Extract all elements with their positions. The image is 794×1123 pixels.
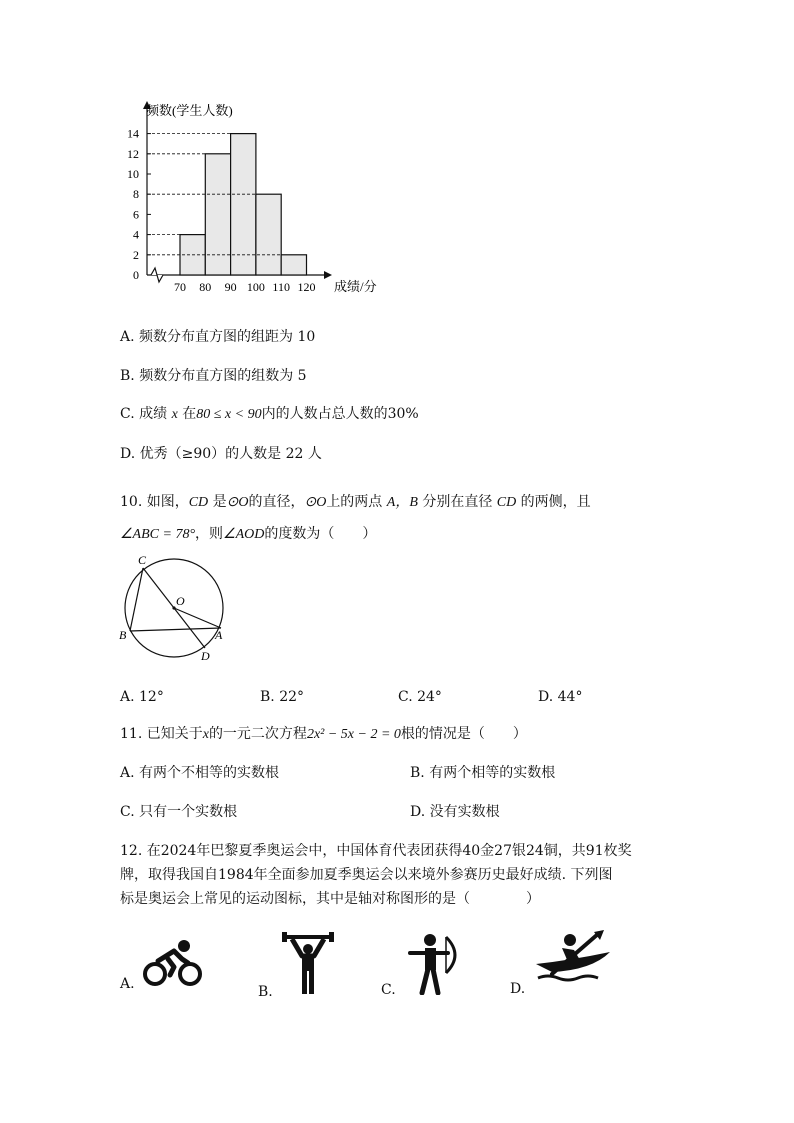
q10-circle-o-2: ⊙O xyxy=(304,495,327,510)
q12-stem-line2: 牌，取得我国自1984年全面参加夏季奥运会以来境外参赛历史最好成绩. 下列图 xyxy=(120,867,613,883)
x-axis-arrow xyxy=(324,271,332,279)
q11-option-b: B. 有两个相等的实数根 xyxy=(410,765,556,781)
q12-option-d-label: D. xyxy=(510,981,526,997)
q10-angle-abc: ∠ABC = 78° xyxy=(120,527,196,542)
q10-text-b: 是 xyxy=(208,494,227,510)
q11-post: 根的情况是（ ） xyxy=(400,726,527,742)
label-b: B xyxy=(119,628,127,642)
q11-mid: 的一元二次方程 xyxy=(208,726,307,742)
y-tick-label: 8 xyxy=(133,187,139,202)
q10-text-rest: ，则 xyxy=(195,526,224,542)
q11-option-a: A. 有两个不相等的实数根 xyxy=(120,765,280,781)
q12-stem-line1: 12. 在2024年巴黎夏季奥运会中，中国体育代表团获得40金27银24铜，共91枚奖 xyxy=(120,843,632,859)
q11-prefix: 11. 已知关于 xyxy=(120,726,203,742)
histogram-bar xyxy=(256,194,281,275)
q12-stem-line3: 标是奥运会上常见的运动图标，其中是轴对称图形的是（ ） xyxy=(120,891,540,907)
chart-ylabel: 频数(学生人数) xyxy=(146,103,233,118)
q9-c-var: x xyxy=(171,407,178,422)
chart-xlabel: 成绩/分 xyxy=(334,279,377,294)
q12-option-b-label: B. xyxy=(258,984,273,1000)
q10-text-d: 上的两点 xyxy=(326,494,387,510)
circle-diagram xyxy=(112,550,237,668)
y-tick-label: 12 xyxy=(127,146,139,161)
weightlifting-icon xyxy=(280,932,336,996)
q11-var: x xyxy=(202,727,209,742)
q10-text-c: 的直径， xyxy=(248,494,305,510)
q10-cd-2: CD xyxy=(496,495,517,510)
histogram-chart xyxy=(110,95,400,300)
q10-stem-line2 xyxy=(120,525,376,544)
q12-option-a-label: A. xyxy=(120,976,135,992)
q11-option-d: D. 没有实数根 xyxy=(410,804,500,820)
q9-option-d: D. 优秀（≥90）的人数是 22 人 xyxy=(120,446,322,462)
x-tick-label: 90 xyxy=(224,280,237,294)
y-tick-label: 14 xyxy=(127,126,139,141)
x-tick-label: 110 xyxy=(272,280,290,294)
x-tick-label: 80 xyxy=(199,280,212,294)
label-d: D xyxy=(201,649,210,663)
x-tick-label: 100 xyxy=(246,280,265,294)
label-c: C xyxy=(138,553,147,567)
q9-c-mid: 在 xyxy=(177,406,197,422)
y-tick-label: 4 xyxy=(133,227,139,242)
q9-option-c xyxy=(120,405,419,424)
q11-equation: 2x² − 5x − 2 = 0 xyxy=(306,727,401,742)
histogram-bar xyxy=(205,154,230,275)
y-tick-label: 0 xyxy=(133,268,139,282)
label-o: O xyxy=(176,594,185,608)
q10-option-c: C. 24° xyxy=(398,689,442,705)
y-tick-label: 6 xyxy=(133,207,139,222)
q10-stem-line1 xyxy=(120,493,591,512)
x-tick-label: 120 xyxy=(297,280,316,294)
q9-option-b: B. 频数分布直方图的组数为 5 xyxy=(120,368,307,384)
canoe-icon xyxy=(532,930,612,990)
q11-option-c: C. 只有一个实数根 xyxy=(120,804,238,820)
q10-option-b: B. 22° xyxy=(260,689,305,705)
q12-option-c-label: C. xyxy=(381,982,396,998)
q10-option-a: A. 12° xyxy=(120,689,164,705)
q10-text-e: 分别在直径 xyxy=(417,494,497,510)
q10-cd: CD xyxy=(188,495,209,510)
q9-option-a: A. 频数分布直方图的组距为 10 xyxy=(120,329,316,345)
q10-text-f: 的两侧，且 xyxy=(516,494,591,510)
q9-c-inequality: 80 ≤ x < 90 xyxy=(196,407,262,422)
y-tick-label: 2 xyxy=(133,247,139,262)
y-tick-label: 10 xyxy=(127,167,139,181)
q10-option-d: D. 44° xyxy=(538,689,583,705)
q9-c-prefix: C. 成绩 xyxy=(120,406,172,422)
q9-c-post: 内的人数占总人数的30% xyxy=(261,406,419,422)
q10-number: 10. 如图， xyxy=(120,494,189,510)
q10-text-end: 的度数为（ ） xyxy=(264,526,377,542)
archery-icon xyxy=(404,933,464,995)
cycling-icon xyxy=(140,937,204,989)
q11-stem xyxy=(120,725,527,744)
q10-angle-aod: ∠AOD xyxy=(223,527,265,542)
q10-circle-o: ⊙O xyxy=(226,495,249,510)
x-tick-label: 70 xyxy=(174,280,186,294)
histogram-bar xyxy=(231,134,256,275)
histogram-bar xyxy=(281,255,306,275)
q10-points-ab: A，B xyxy=(386,495,418,510)
label-a: A xyxy=(215,628,223,642)
axis-break xyxy=(151,268,163,282)
